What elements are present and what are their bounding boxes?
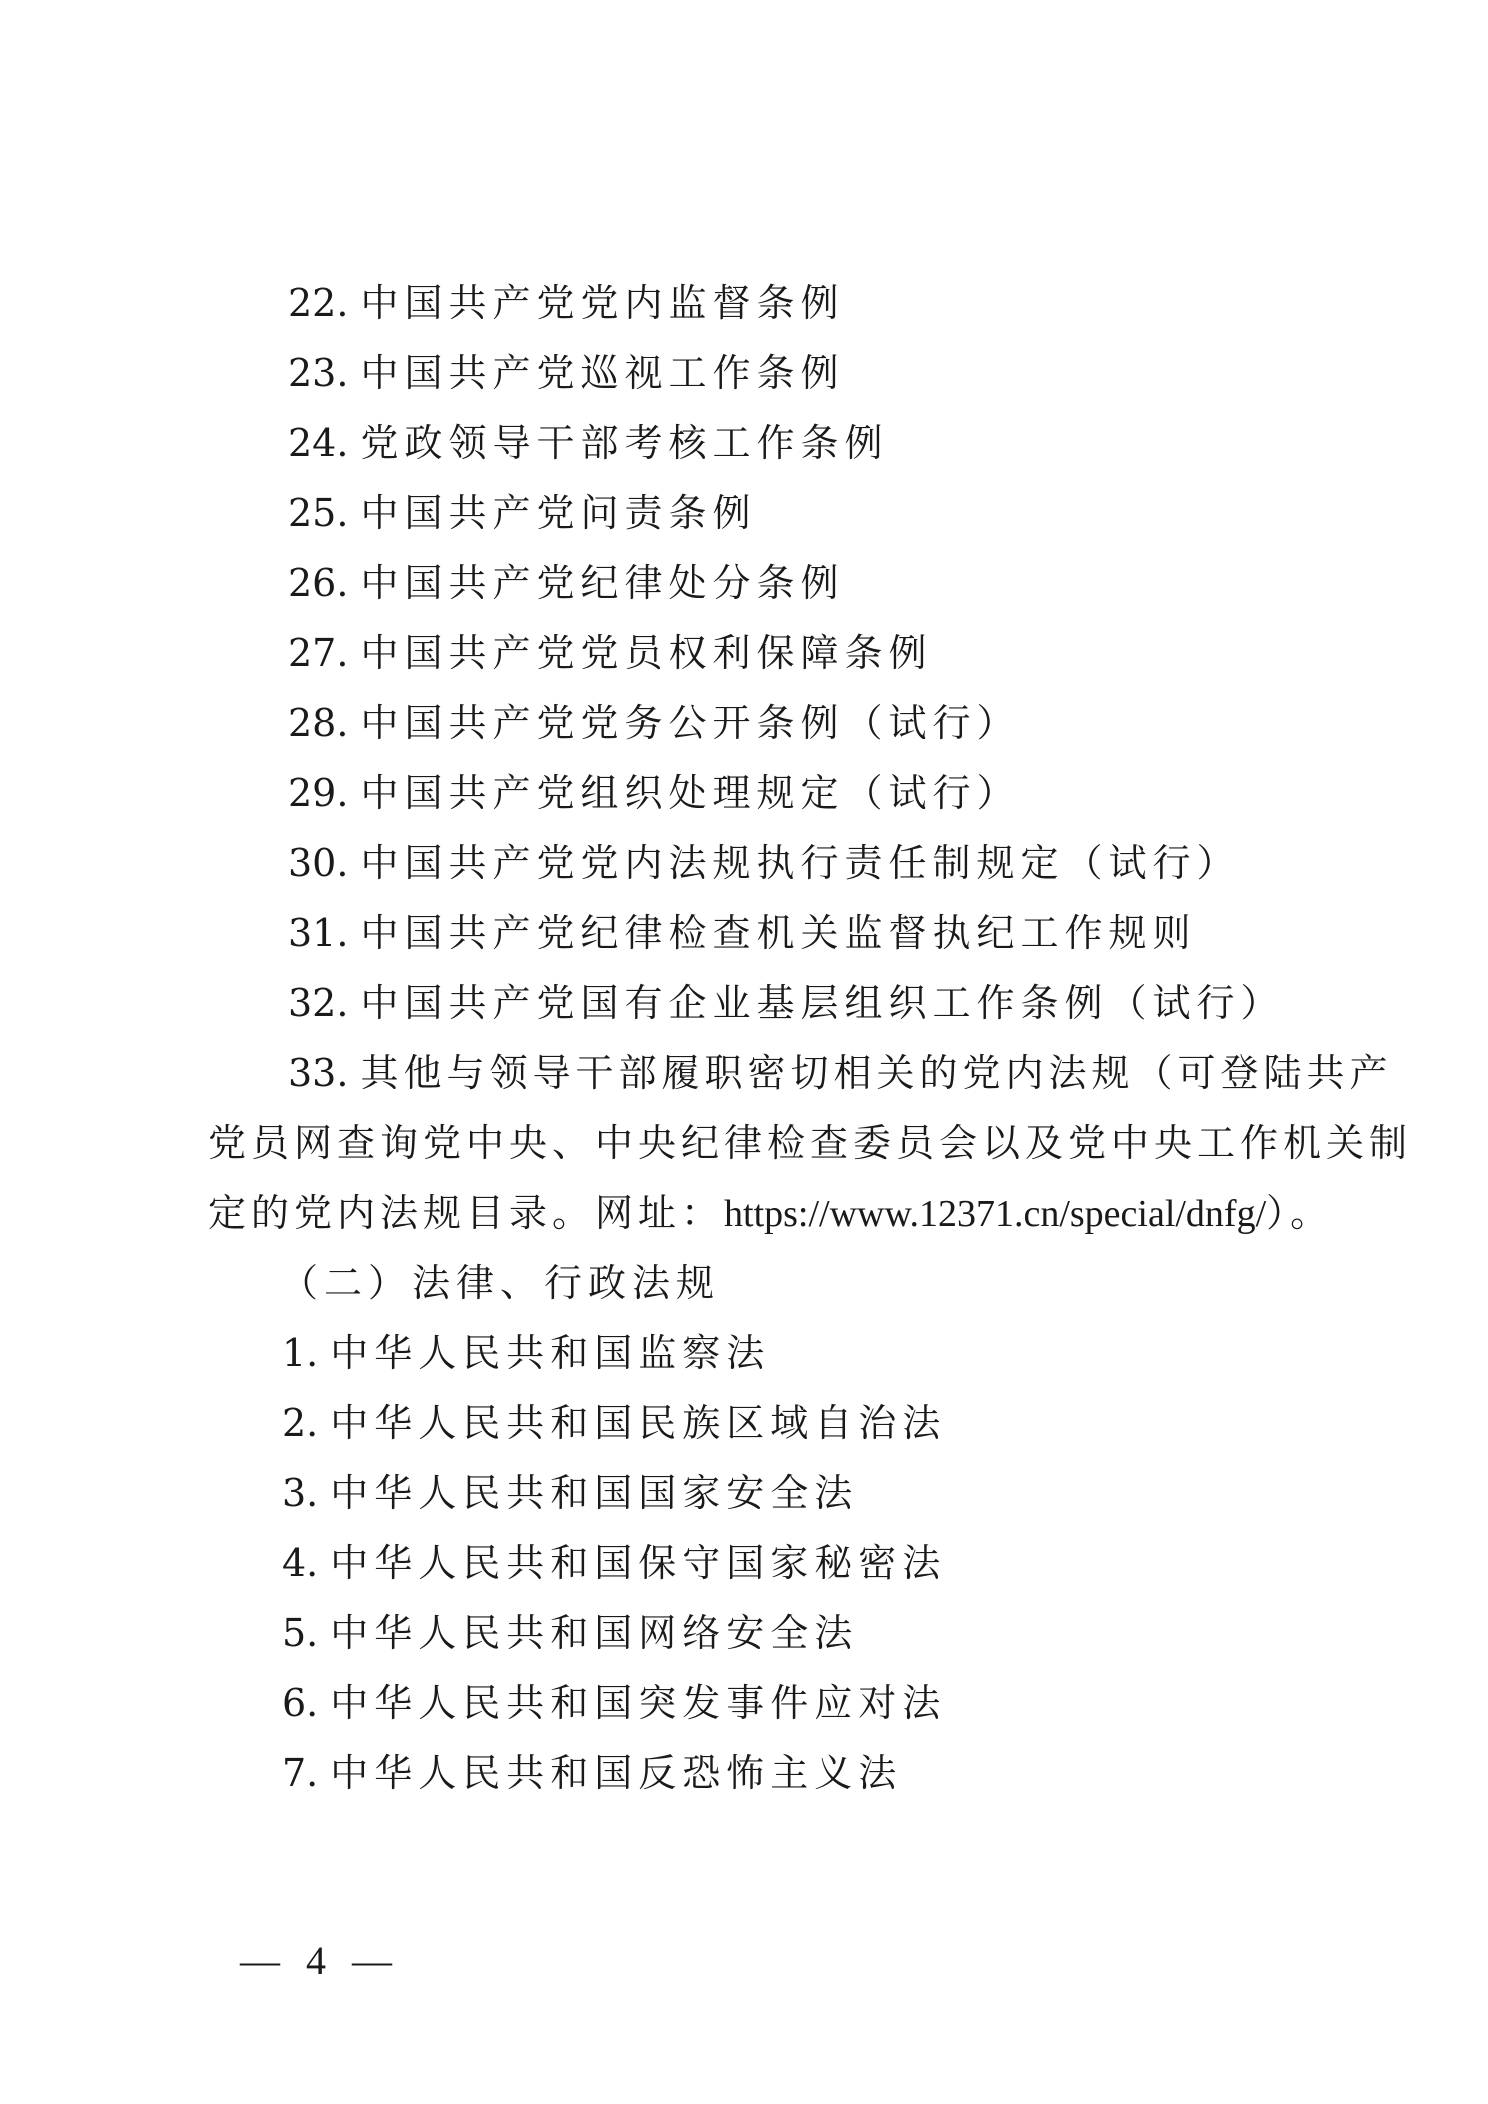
- page-number: — 4 —: [240, 1938, 400, 1983]
- list-item: 22. 中国共产党党内监督条例: [288, 281, 845, 325]
- list-item: 24. 党政领导干部考核工作条例: [288, 421, 889, 465]
- list-item: 25. 中国共产党问责条例: [288, 491, 757, 535]
- list-item: 23. 中国共产党巡视工作条例: [288, 351, 845, 395]
- paragraph-item-33-line-2: 党员网查询党中央、中央纪律检查委员会以及党中央工作机关制: [208, 1121, 1413, 1165]
- url-link[interactable]: https://www.12371.cn/special/dnfg/: [724, 1193, 1267, 1235]
- paragraph-item-33-line-1: 33. 其他与领导干部履职密切相关的党内法规（可登陆共产: [288, 1051, 1393, 1095]
- list-item: 29. 中国共产党组织处理规定（试行）: [288, 771, 1021, 815]
- list-item: 27. 中国共产党党员权利保障条例: [288, 631, 933, 675]
- section-heading: （二）法律、行政法规: [280, 1261, 721, 1305]
- list-item: 28. 中国共产党党务公开条例（试行）: [288, 701, 1021, 745]
- list-item: 4. 中华人民共和国保守国家秘密法: [282, 1541, 947, 1585]
- list-item: 31. 中国共产党纪律检查机关监督执纪工作规则: [288, 911, 1197, 955]
- list-item: 6. 中华人民共和国突发事件应对法: [282, 1681, 947, 1725]
- list-item: 2. 中华人民共和国民族区域自治法: [282, 1401, 947, 1445]
- paragraph-item-33-line-3: 定的党内法规目录。网址：https://www.12371.cn/special/dnfg/）。: [208, 1191, 1334, 1235]
- list-item: 32. 中国共产党国有企业基层组织工作条例（试行）: [288, 981, 1285, 1025]
- list-item: 3. 中华人民共和国国家安全法: [282, 1471, 859, 1515]
- list-item: 1. 中华人民共和国监察法: [282, 1331, 771, 1375]
- list-item: 30. 中国共产党党内法规执行责任制规定（试行）: [288, 841, 1241, 885]
- list-item: 7. 中华人民共和国反恐怖主义法: [282, 1751, 903, 1795]
- list-item: 5. 中华人民共和国网络安全法: [282, 1611, 859, 1655]
- list-item: 26. 中国共产党纪律处分条例: [288, 561, 845, 605]
